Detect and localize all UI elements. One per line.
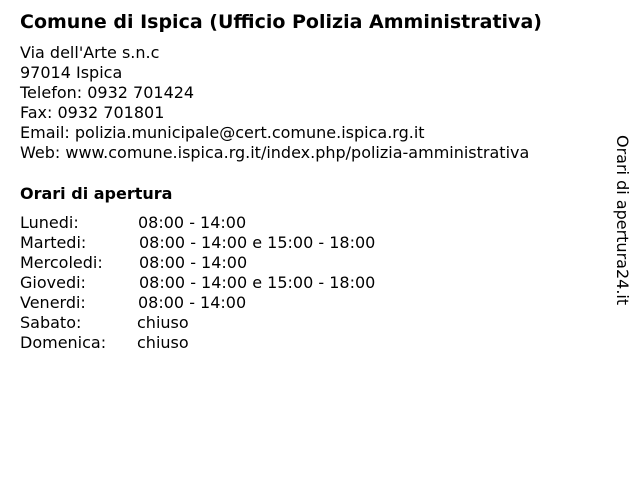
- address-block: [20, 43, 529, 163]
- hours-time: 08:00 - 14:00: [139, 253, 248, 272]
- hours-time: 08:00 - 14:00: [138, 293, 247, 312]
- city-address: 97014 Ispica: [20, 63, 123, 82]
- site-watermark-text: Orari di apertura24.it: [613, 135, 632, 306]
- hours-day: Sabato:: [20, 313, 82, 332]
- hours-time: 08:00 - 14:00 e 15:00 - 18:00: [139, 233, 376, 252]
- hours-day: Venerdi:: [20, 293, 86, 312]
- hours-time: chiuso: [137, 333, 189, 352]
- fax-number: Fax: 0932 701801: [20, 103, 165, 122]
- email-address: Email: polizia.municipale@cert.comune.ispica.rg.it: [20, 123, 425, 142]
- opening-hours-heading: Orari di apertura: [20, 184, 173, 203]
- web-address: Web: www.comune.ispica.rg.it/index.php/polizia-amministrativa: [20, 143, 530, 162]
- hours-day: Mercoledi:: [20, 253, 103, 272]
- hours-time: 08:00 - 14:00 e 15:00 - 18:00: [139, 273, 376, 292]
- page-title: Comune di Ispica (Ufficio Polizia Amministrativa): [20, 11, 542, 33]
- hours-day: Martedi:: [20, 233, 87, 252]
- street-address: Via dell'Arte s.n.c: [20, 43, 160, 62]
- hours-day: Domenica:: [20, 333, 107, 352]
- hours-time: 08:00 - 14:00: [138, 213, 247, 232]
- phone-number: Telefon: 0932 701424: [20, 83, 195, 102]
- hours-day: Lunedi:: [20, 213, 79, 232]
- hours-day: Giovedi:: [20, 273, 86, 292]
- hours-time: chiuso: [137, 313, 189, 332]
